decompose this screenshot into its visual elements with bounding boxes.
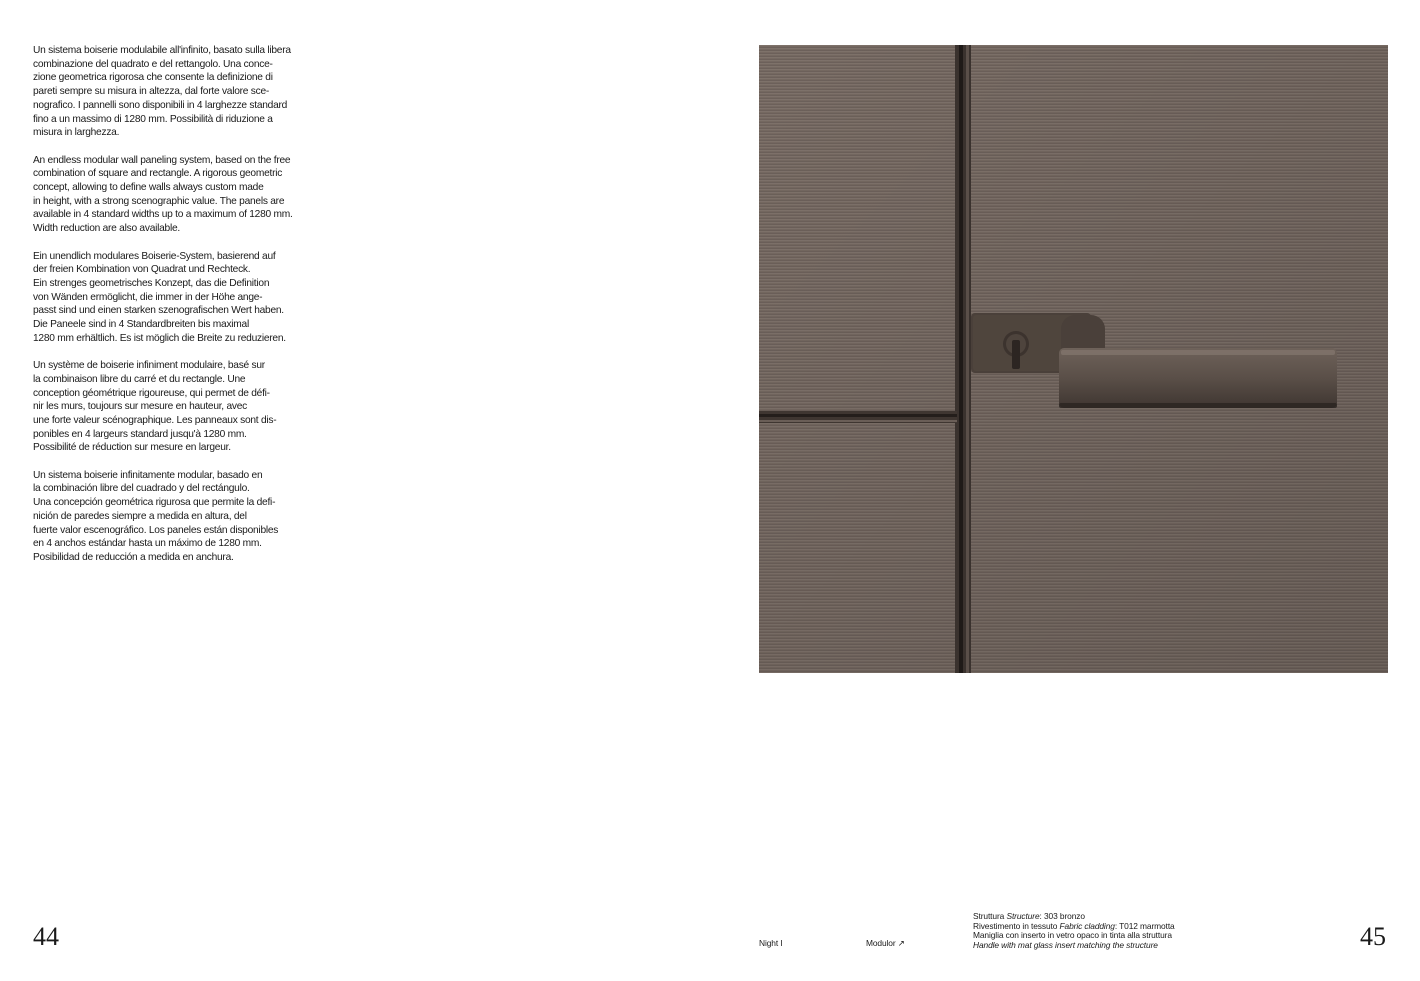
description-text-column xyxy=(33,44,295,578)
description-italian: Un sistema boiserie modulabile all'infinito, basato sulla libera combinazione del quadrato e del rettangolo. Una conce- zione geometrica rigorosa che consente la definizione di pareti sempre su misura in altezza, dal forte valore sce- nografico. I pannelli sono disponibili in 4 larghezze standard fino a un massimo di 1280 mm. Possibilità di riduzione a misura in larghezza. xyxy=(33,45,291,139)
description-german: Ein unendlich modulares Boiserie-System, basierend auf der freien Kombination von Quadrat und Rechteck. Ein strenges geometrisches Konzept, das die Definition von Wänden ermöglicht, die immer in der Höhe ange- passt sind und einen starken szenografischen Wert haben. Die Paneele sind in 4 Standardbreiten bis maximal 1280 mm erhältlich. Es ist möglich die Breite zu reduzieren. xyxy=(33,250,286,344)
description-english: An endless modular wall paneling system, based on the free combination of square and rectangle. A rigorous geometric concept, allowing to define walls always custom made in height, with a strong scenographic value. The panels are available in 4 standard widths up to a maximum of 1280 mm. Width reduction are also available. xyxy=(33,154,293,235)
page-number-left: 44 xyxy=(33,922,59,951)
spec-handle-english: Handle with mat glass insert matching the structure xyxy=(973,939,1158,950)
door-handle-illustration xyxy=(759,45,1388,673)
description-spanish: Un sistema boiserie infinitamente modular, basado en la combinación libre del cuadrado y del rectángulo. Una concepción geométrica rigurosa que permite la defi- nición de paredes siempre a medida en altura, del fuerte valor escenográfico. Los paneles están disponibles en 4 anchos estándar hasta un máximo de 1280 mm. Posibilidad de reducción a medida en anchura. xyxy=(33,469,279,563)
footer-product-link[interactable]: Modulor ↗ xyxy=(866,938,905,948)
spec-structure: Struttura Structure: 303 bronzo xyxy=(973,911,1085,921)
description-french: Un système de boiserie infiniment modulaire, basé sur la combinaison libre du carré et du rectangle. Une conception géométrique rigoureuse, qui permet de défi- nir les murs, toujours sur mesure en hauteur, avec une forte valeur scénographique. Les panneaux sont dis- ponibles en 4 largeurs standard jusqu'à 1280 mm. Possibilité de réduction sur mesure en largeur. xyxy=(33,360,277,454)
footer-section-label: Night I xyxy=(759,938,783,948)
spec-cladding: Rivestimento in tessuto Fabric cladding: T012 marmotta xyxy=(973,920,1175,931)
page-number-right: 45 xyxy=(1360,922,1386,951)
spec-handle-italian: Maniglia con inserto in vetro opaco in tinta alla struttura xyxy=(973,930,1172,940)
product-specs xyxy=(973,912,1213,950)
door-handle-photo xyxy=(759,45,1388,673)
